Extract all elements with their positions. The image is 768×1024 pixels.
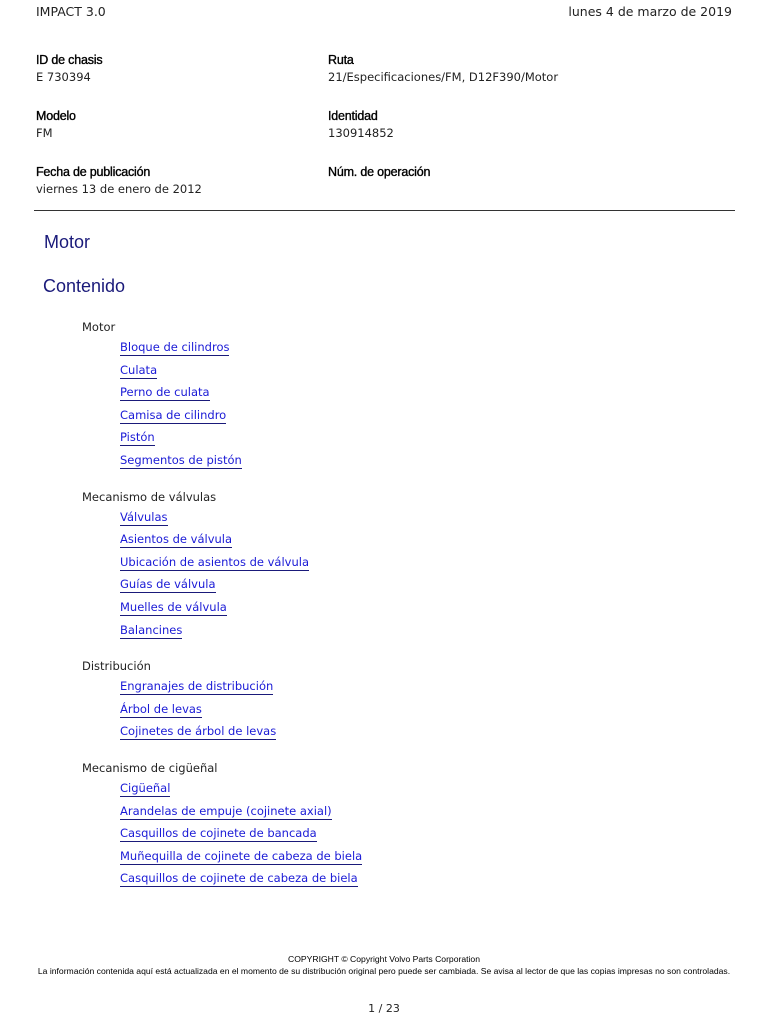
toc-item	[82, 802, 362, 825]
footer-disclaimer: La información contenida aquí está actualizada en el momento de su distribución original pero puede ser cambiada. Se avisa al lector de que las copias impresas no son controladas.	[37, 966, 731, 976]
toc-group-label: Motor	[82, 320, 116, 334]
model-value: FM	[36, 126, 53, 140]
pubdate-label: Fecha de publicación	[36, 165, 151, 179]
toc-item	[82, 338, 362, 361]
header-divider	[34, 210, 735, 211]
toc-group	[82, 759, 362, 892]
toc-item	[82, 722, 362, 745]
toc-link[interactable]: Pistón	[120, 430, 155, 445]
toc-link[interactable]: Cojinetes de árbol de levas	[120, 724, 277, 739]
footer-copyright: COPYRIGHT © Copyright Volvo Parts Corporation	[288, 954, 480, 964]
toc-link[interactable]: Árbol de levas	[120, 701, 202, 716]
toc-item	[82, 779, 362, 802]
toc-link[interactable]: Ubicación de asientos de válvula	[120, 554, 310, 569]
toc-item	[82, 575, 362, 598]
page-number: 1 / 23	[368, 1002, 400, 1015]
identity-value: 130914852	[328, 126, 394, 140]
route-value: 21/Especificaciones/FM, D12F390/Motor	[328, 70, 559, 84]
toc-group	[82, 488, 362, 644]
toc-link[interactable]: Muelles de válvula	[120, 599, 227, 614]
toc-link[interactable]: Segmentos de pistón	[120, 452, 242, 467]
toc-item	[82, 530, 362, 553]
chassis-value: E 730394	[36, 70, 91, 84]
toc-item	[82, 428, 362, 451]
contents-title: Contenido	[43, 276, 126, 296]
toc-group-label: Mecanismo de cigüeñal	[82, 760, 218, 775]
print-date: lunes 4 de marzo de 2019	[568, 4, 732, 19]
toc-item	[82, 700, 362, 723]
toc-link[interactable]: Guías de válvula	[120, 577, 216, 592]
identity-field	[328, 109, 728, 165]
document-header	[0, 0, 768, 22]
app-name: IMPACT 3.0	[36, 4, 106, 19]
toc-group-label: Distribución	[82, 659, 151, 674]
route-label: Ruta	[328, 53, 354, 67]
toc-link[interactable]: Casquillos de cojinete de bancada	[120, 826, 317, 841]
toc-group-label: Mecanismo de válvulas	[82, 489, 217, 504]
toc-link[interactable]: Muñequilla de cojinete de cabeza de biela	[120, 848, 363, 863]
toc-item	[82, 553, 362, 576]
toc-item	[82, 598, 362, 621]
toc-link[interactable]: Culata	[120, 362, 158, 377]
route-field	[328, 53, 728, 109]
toc-link[interactable]: Cigüeñal	[120, 780, 171, 795]
meta-row	[36, 53, 736, 109]
toc-item	[82, 451, 362, 474]
toc-link[interactable]: Arandelas de empuje (cojinete axial)	[120, 803, 332, 818]
toc-link[interactable]: Asientos de válvula	[120, 532, 233, 547]
toc-item	[82, 869, 362, 892]
footer	[0, 953, 768, 977]
model-label: Modelo	[36, 109, 76, 123]
toc-item	[82, 677, 362, 700]
model-field	[36, 109, 328, 165]
toc-item	[82, 383, 362, 406]
chassis-label: ID de chasis	[36, 53, 103, 67]
meta-row	[36, 109, 736, 165]
table-of-contents	[82, 318, 362, 906]
meta-row	[36, 165, 736, 221]
opnum-field	[328, 165, 728, 221]
toc-link[interactable]: Engranajes de distribución	[120, 679, 274, 694]
toc-group	[82, 318, 362, 474]
toc-link[interactable]: Bloque de cilindros	[120, 340, 230, 354]
toc-link[interactable]: Balancines	[120, 622, 183, 637]
pubdate-value: viernes 13 de enero de 2012	[36, 182, 202, 196]
toc-item	[82, 406, 362, 429]
toc-item	[82, 621, 362, 644]
document-metadata	[36, 53, 736, 221]
toc-link[interactable]: Válvulas	[120, 509, 168, 524]
toc-item	[82, 847, 362, 870]
toc-group	[82, 657, 362, 745]
toc-item	[82, 824, 362, 847]
pubdate-field	[36, 165, 328, 221]
section-title: Motor	[44, 232, 91, 252]
chassis-field	[36, 53, 328, 109]
identity-label: Identidad	[328, 109, 378, 123]
opnum-label: Núm. de operación	[328, 165, 431, 179]
toc-link[interactable]: Casquillos de cojinete de cabeza de biela	[120, 871, 358, 886]
toc-item	[82, 508, 362, 531]
toc-link[interactable]: Perno de culata	[120, 385, 210, 400]
toc-link[interactable]: Camisa de cilindro	[120, 407, 227, 422]
toc-item	[82, 361, 362, 384]
